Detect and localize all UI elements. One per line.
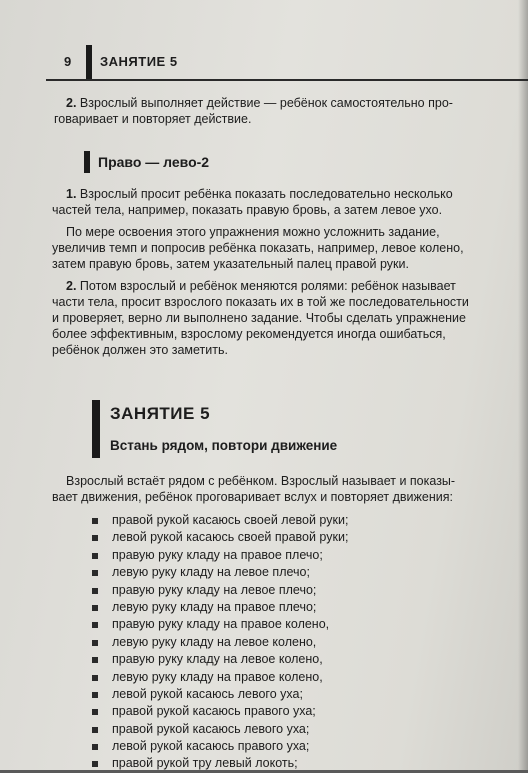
- section-paragraph-line: затем правую бровь, затем указательный палец правой руки.: [52, 257, 409, 271]
- list-item-text: левой рукой касаюсь левого уха;: [112, 686, 303, 701]
- list-item: [90, 651, 348, 668]
- section-paragraph-3: [52, 278, 512, 358]
- section-paragraph-line: ребёнок должен это заметить.: [52, 343, 228, 357]
- section-paragraph-line: Потом взрослый и ребёнок меняются ролями: ребёнок называет: [79, 279, 456, 293]
- lesson-subtitle: Встань рядом, повтори движение: [110, 438, 338, 453]
- list-item: [90, 512, 348, 529]
- list-item: [90, 703, 348, 720]
- section-paragraph-line: частей тела, например, показать правую бровь, а затем левое ухо.: [52, 203, 443, 217]
- list-item-text: правой рукой касаюсь своей левой руки;: [112, 513, 349, 527]
- list-item: [90, 529, 348, 546]
- square-bullet-icon: [92, 640, 98, 646]
- list-item: [90, 755, 348, 772]
- list-item-text: правой рукой касаюсь правого уха;: [112, 704, 316, 719]
- list-item: [90, 582, 348, 599]
- lesson-intro-line: Взрослый встаёт рядом с ребёнком. Взрослый называет и показы-: [66, 474, 456, 488]
- square-bullet-icon: [92, 744, 98, 750]
- section-marker-bar: [84, 151, 90, 173]
- list-item-text: правую руку кладу на левое колено,: [112, 652, 323, 667]
- square-bullet-icon: [92, 535, 98, 541]
- list-item-text: правую руку кладу на левое плечо;: [112, 582, 317, 597]
- intro-paragraph: [54, 95, 506, 127]
- square-bullet-icon: [92, 588, 98, 594]
- list-item: [90, 616, 348, 633]
- section-paragraph-line: Взрослый просит ребёнка показать последовательно несколько: [79, 187, 453, 201]
- list-item: [90, 738, 348, 755]
- lesson-marker-bar: [92, 400, 100, 458]
- list-item-text: левой рукой касаюсь своей правой руки;: [112, 530, 349, 545]
- intro-paragraph-line: Взрослый выполняет действие — ребёнок самостоятельно про-: [79, 96, 453, 110]
- square-bullet-icon: [92, 518, 98, 524]
- section-paragraph-line: По мере освоения этого упражнения можно усложнить задание,: [66, 225, 440, 239]
- lesson-title: ЗАНЯТИЕ 5: [110, 404, 211, 423]
- list-item: [90, 669, 348, 686]
- list-item: [90, 547, 348, 564]
- section-paragraph-line: части тела, просит взрослого показать их в той же последовательности: [52, 295, 469, 309]
- square-bullet-icon: [92, 692, 98, 698]
- section-title: Право — лево-2: [98, 154, 210, 170]
- page-edge-shadow: [518, 0, 528, 770]
- list-item: [90, 634, 348, 651]
- list-item: [90, 599, 348, 616]
- square-bullet-icon: [92, 657, 98, 663]
- section-paragraph-line: и проверяет, верно ли выполнено задание. Чтобы сделать упражнение: [52, 311, 466, 325]
- square-bullet-icon: [92, 622, 98, 628]
- list-item-text: левую руку кладу на правое плечо;: [112, 599, 317, 614]
- list-item-text: левую руку кладу на левое плечо;: [112, 565, 310, 580]
- square-bullet-icon: [92, 570, 98, 576]
- list-item: [90, 564, 348, 581]
- list-item-text: левой рукой касаюсь правого уха;: [112, 739, 310, 754]
- square-bullet-icon: [92, 675, 98, 681]
- section-paragraph-2: [52, 224, 512, 272]
- list-item-text: правой рукой тру левый локоть;: [112, 756, 298, 771]
- running-header: [0, 45, 528, 81]
- list-item: [90, 686, 348, 703]
- running-header-title: ЗАНЯТИЕ 5: [100, 54, 178, 69]
- section-paragraph-1: [52, 186, 512, 218]
- header-rule: [46, 79, 528, 81]
- list-item-text: левую руку кладу на левое колено,: [112, 634, 317, 649]
- square-bullet-icon: [92, 761, 98, 767]
- intro-paragraph-line: говаривает и повторяет действие.: [54, 112, 252, 126]
- section-paragraph-line: увеличив темп и попросив ребёнка показать, например, левое колено,: [52, 241, 464, 255]
- page-number: 9: [64, 54, 72, 69]
- square-bullet-icon: [92, 709, 98, 715]
- section-paragraph-number: 2.: [66, 279, 77, 293]
- square-bullet-icon: [92, 553, 98, 559]
- header-marker-bar: [86, 45, 92, 81]
- square-bullet-icon: [92, 727, 98, 733]
- lesson-intro: [52, 473, 512, 505]
- lesson-intro-line: вает движения, ребёнок проговаривает вслух и повторяет движения:: [52, 490, 453, 504]
- list-item-text: правую руку кладу на правое плечо;: [112, 547, 323, 562]
- square-bullet-icon: [92, 605, 98, 611]
- list-item-text: левую руку кладу на правое колено,: [112, 669, 323, 684]
- section-paragraph-number: 1.: [66, 187, 77, 201]
- section-paragraph-line: более эффективным, взрослому рекомендуется иногда ошибаться,: [52, 327, 446, 341]
- list-item-text: правую руку кладу на правое колено,: [112, 617, 330, 632]
- list-item: [90, 721, 348, 738]
- list-item-text: правой рукой касаюсь левого уха;: [112, 721, 310, 736]
- intro-paragraph-number: 2.: [66, 96, 77, 110]
- movement-list: [90, 512, 348, 773]
